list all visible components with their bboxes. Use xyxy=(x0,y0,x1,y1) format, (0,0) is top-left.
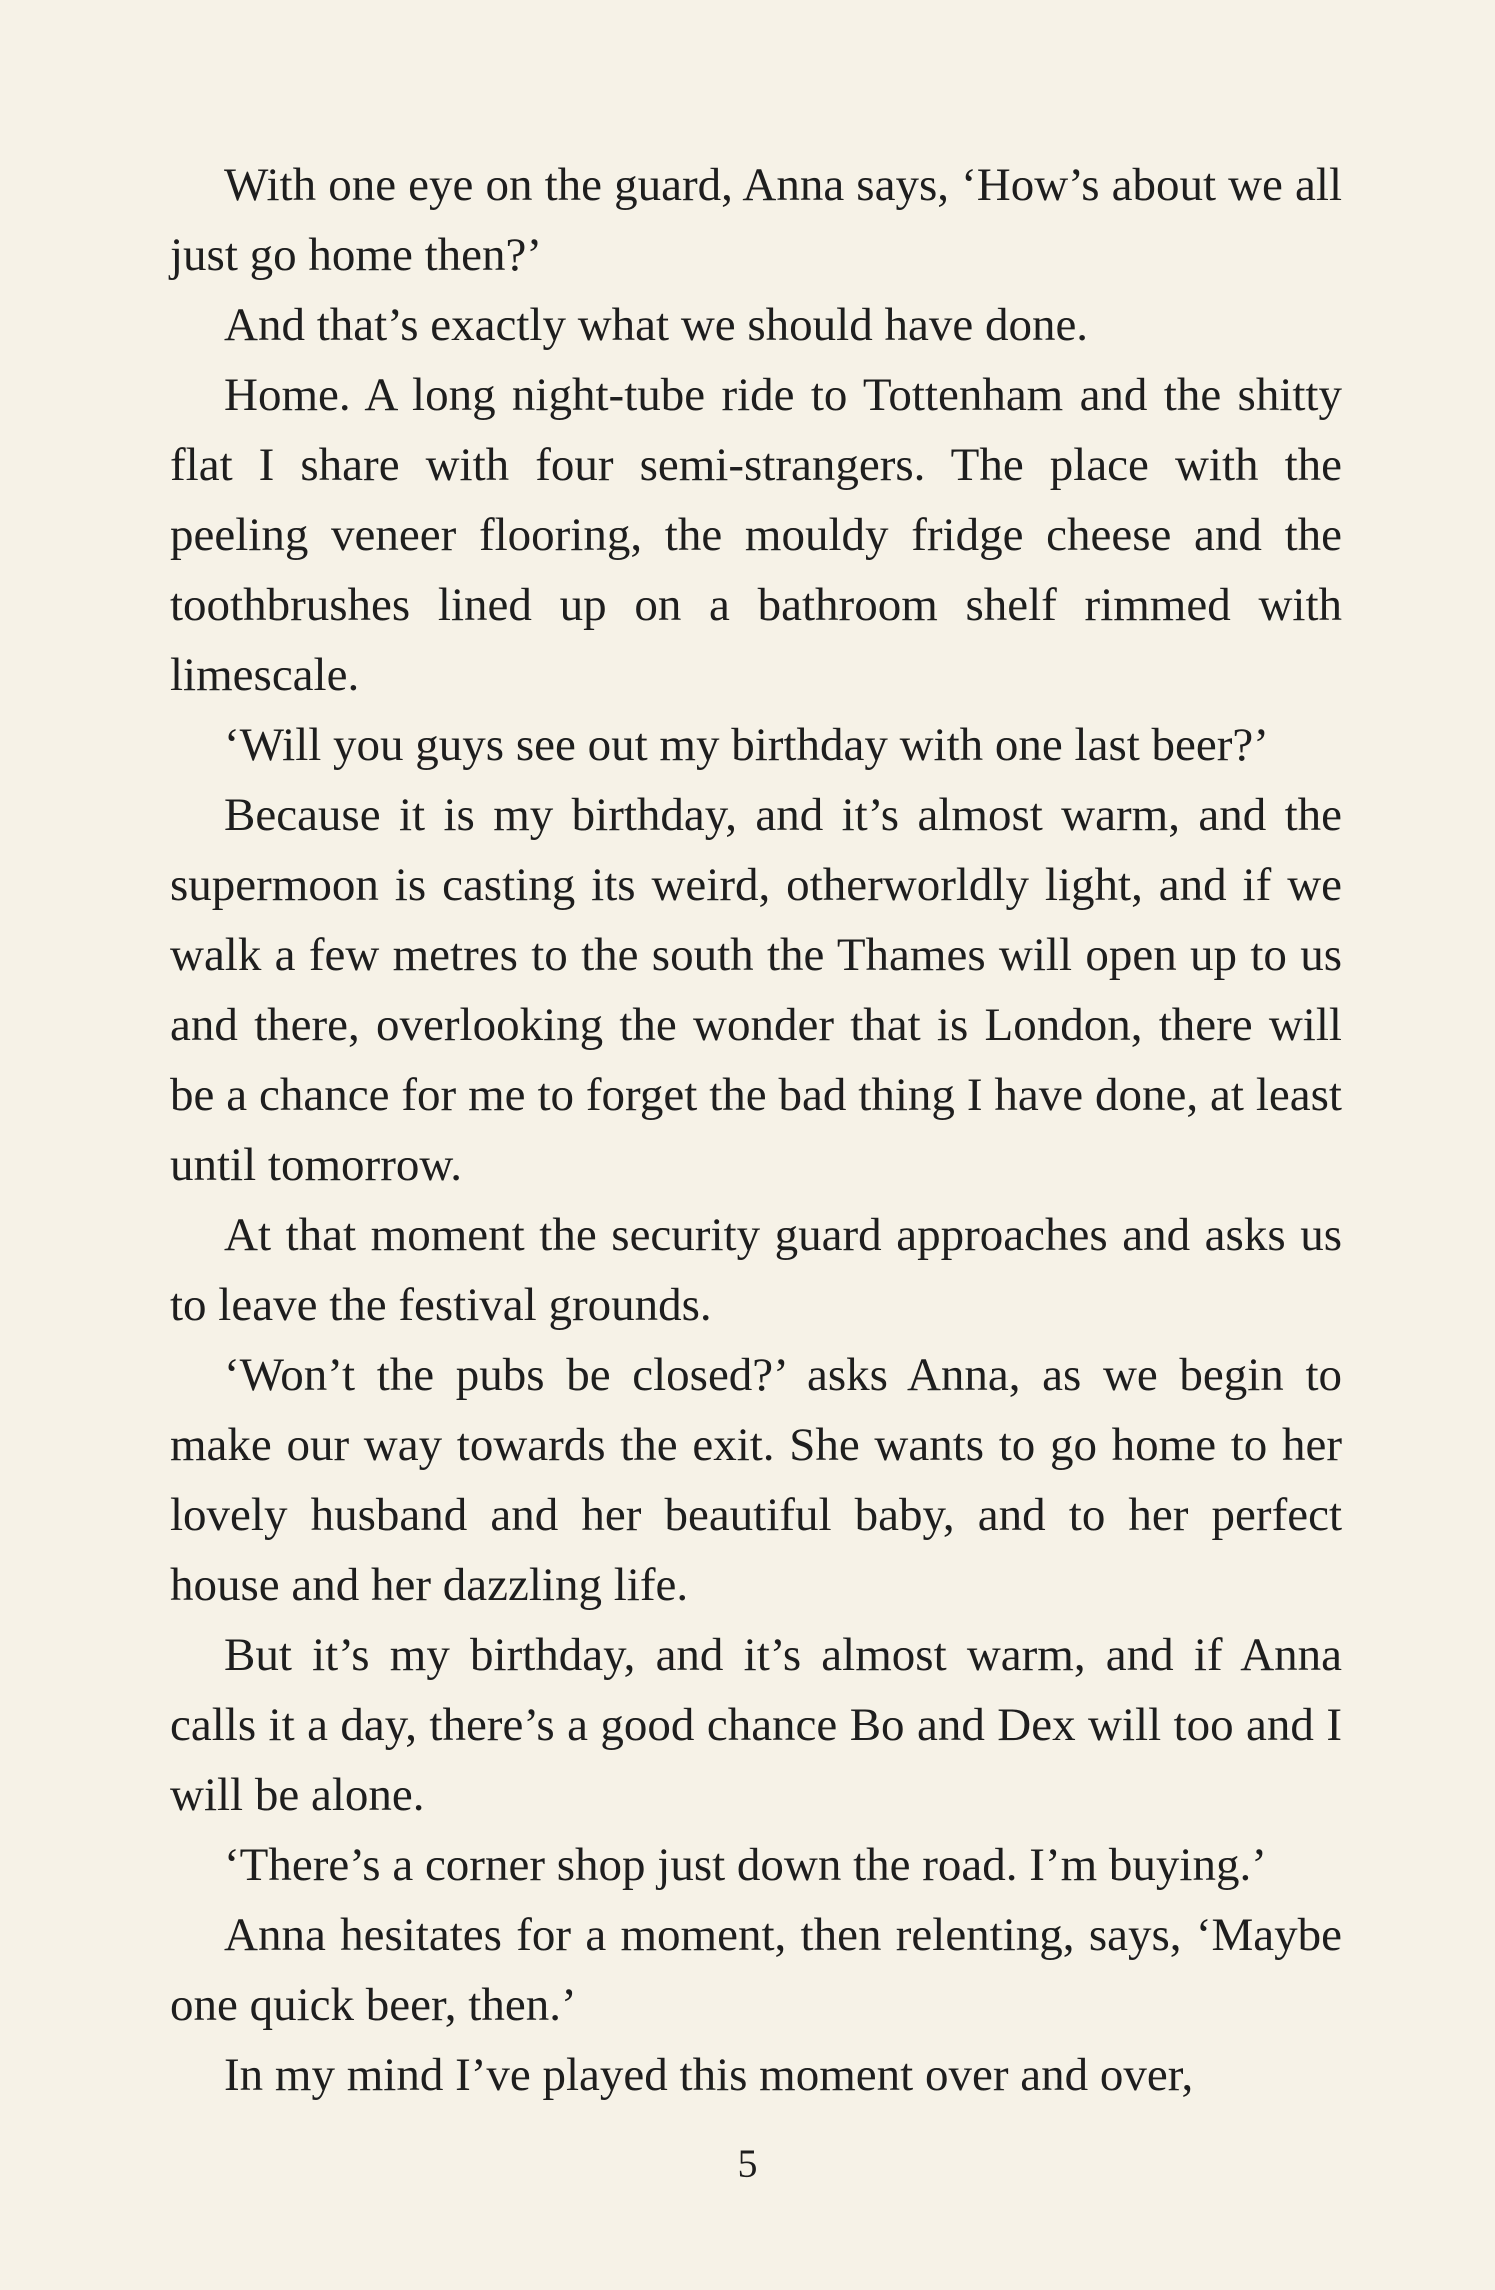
paragraph-11: In my mind I’ve played this moment over and over, xyxy=(224,2049,1194,2101)
paragraph-3: Home. A long night-tube ride to Tottenham and the shitty flat I share with four semi-strangers. The place with the peeling veneer flooring, the mouldy fridge cheese and the toothbrushes lined up on a bathroom shelf rimmed with limescale. xyxy=(170,369,1342,701)
paragraph-6: At that moment the security guard approaches and asks us to leave the festival grounds. xyxy=(170,1209,1342,1331)
body-text xyxy=(170,150,1342,2110)
paragraph-1: With one eye on the guard, Anna says, ‘How’s about we all just go home then?’ xyxy=(170,159,1342,281)
paragraph-4: ‘Will you guys see out my birthday with one last beer?’ xyxy=(224,719,1269,771)
paragraph-7: ‘Won’t the pubs be closed?’ asks Anna, as we begin to make our way towards the exit. She wants to go home to her lovely husband and her beautiful baby, and to her perfect house and her dazzling life. xyxy=(170,1349,1342,1611)
page-number: 5 xyxy=(737,2141,758,2186)
paragraph-10: Anna hesitates for a moment, then relenting, says, ‘Maybe one quick beer, then.’ xyxy=(170,1909,1342,2031)
paragraph-2: And that’s exactly what we should have done. xyxy=(224,299,1089,351)
paragraph-8: But it’s my birthday, and it’s almost warm, and if Anna calls it a day, there’s a good chance Bo and Dex will too and I will be alone. xyxy=(170,1629,1342,1821)
paragraph-9: ‘There’s a corner shop just down the road. I’m buying.’ xyxy=(224,1839,1267,1891)
paragraph-5: Because it is my birthday, and it’s almost warm, and the supermoon is casting its weird, otherworldly light, and if we walk a few metres to the south the Thames will open up to us and there, overlooking the wonder that is London, there will be a chance for me to forget the bad thing I have done, at least until tomorrow. xyxy=(170,789,1342,1191)
